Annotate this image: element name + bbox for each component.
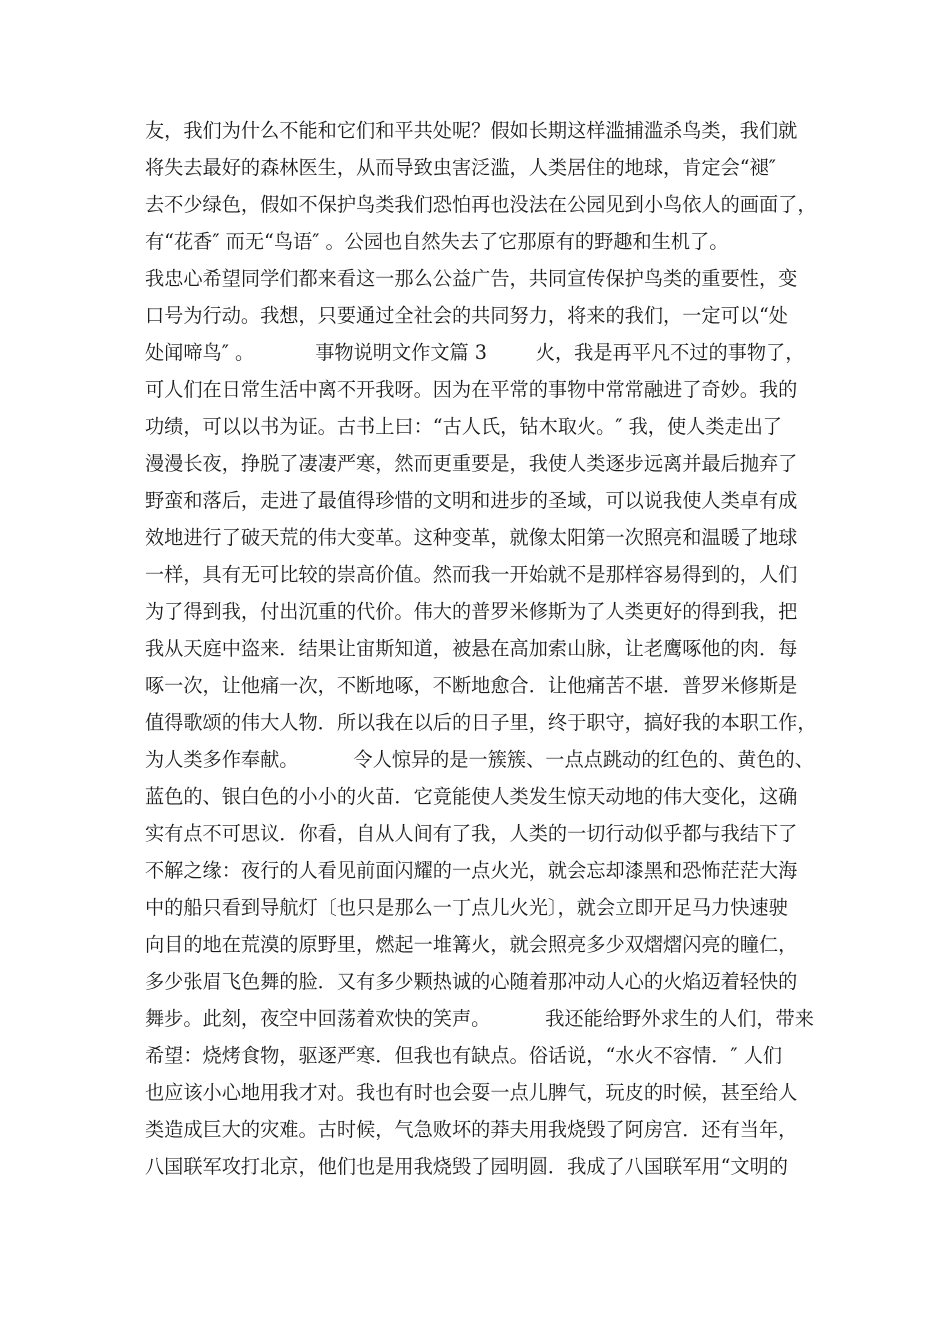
text-line: 八国联军攻打北京，他们也是用我烧毁了园明圆．我成了八国联军用“文明的 xyxy=(145,1155,788,1178)
text-line: 我从天庭中盗来．结果让宙斯知道，被悬在高加索山脉，让老鹰啄他的肉．每 xyxy=(145,637,798,660)
text-line: 值得歌颂的伟大人物．所以我在以后的日子里，终于职守，搞好我的本职工作， xyxy=(145,711,817,734)
text-line: 将失去最好的森林医生，从而导致虫害泛滥，人类居住的地球，肯定会“褪″ xyxy=(145,156,776,179)
text-line: 类造成巨大的灾难。古时候，气急败坏的莽夫用我烧毁了阿房宫．还有当年， xyxy=(145,1118,798,1141)
text-line: 口号为行动。我想，只要通过全社会的共同努力，将来的我们，一定可以“处 xyxy=(145,304,788,327)
text-line: 漫漫长夜，挣脱了凄凄严寒，然而更重要是，我使人类逐步远离并最后抛弃了 xyxy=(145,452,798,475)
text-line: 功绩，可以以书为证。古书上曰：“古人氏，钻木取火。″ 我，使人类走出了 xyxy=(145,415,783,438)
text-line: 舞步。此刻，夜空中回荡着欢快的笑声。 我还能给野外求生的人们，带来 xyxy=(145,1007,814,1030)
text-line: 中的船只看到导航灯〔也只是那么一丁点儿火光〕，就会立即开足马力快速驶 xyxy=(145,896,788,919)
text-line: 也应该小心地用我才对。我也有时也会耍一点儿脾气，玩皮的时候，甚至给人 xyxy=(145,1081,798,1104)
text-line: 效地进行了破天荒的伟大变革。这种变革，就像太阳第一次照亮和温暖了地球 xyxy=(145,526,798,549)
text-line: 希望：烧烤食物，驱逐严寒．但我也有缺点。俗话说，“水火不容情．″ 人们 xyxy=(145,1044,783,1067)
text-line: 向目的地在荒漠的原野里，燃起一堆篝火，就会照亮多少双熠熠闪亮的瞳仁， xyxy=(145,933,798,956)
text-line: 野蛮和落后，走进了最值得珍惜的文明和进步的圣域，可以说我使人类卓有成 xyxy=(145,489,798,512)
text-line: 可人们在日常生活中离不开我呀。因为在平常的事物中常常融进了奇妙。我的 xyxy=(145,378,798,401)
text-line: 处闻啼鸟″ 。 事物说明文作文篇 3 火，我是再平凡不过的事物了， xyxy=(145,341,805,364)
body-text xyxy=(145,112,825,1185)
text-line: 一样，具有无可比较的崇高价值。然而我一开始就不是那样容易得到的，人们 xyxy=(145,563,798,586)
text-line: 实有点不可思议．你看，自从人间有了我，人类的一切行动似乎都与我结下了 xyxy=(145,822,798,845)
text-line: 蓝色的、银白色的小小的火苗．它竟能使人类发生惊天动地的伟大变化，这确 xyxy=(145,785,798,808)
text-line: 有“花香″ 而无“鸟语″ 。公园也自然失去了它那原有的野趣和生机了。 xyxy=(145,230,729,253)
text-line: 我忠心希望同学们都来看这一那么公益广告，共同宣传保护鸟类的重要性，变 xyxy=(145,267,798,290)
text-line: 不解之缘：夜行的人看见前面闪耀的一点火光，就会忘却漆黑和恐怖茫茫大海 xyxy=(145,859,798,882)
text-line: 多少张眉飞色舞的脸．又有多少颗热诚的心随着那冲动人心的火焰迈着轻快的 xyxy=(145,970,798,993)
text-line: 友，我们为什么不能和它们和平共处呢？假如长期这样滥捕滥杀鸟类，我们就 xyxy=(145,119,798,142)
text-line: 为人类多作奉献。 令人惊异的是一簇簇、一点点跳动的红色的、黄色的、 xyxy=(145,748,814,771)
text-line: 为了得到我，付出沉重的代价。伟大的普罗米修斯为了人类更好的得到我，把 xyxy=(145,600,798,623)
text-line: 去不少绿色，假如不保护鸟类我们恐怕再也没法在公园见到小鸟依人的画面了， xyxy=(145,193,817,216)
text-line: 啄一次，让他痛一次，不断地啄，不断地愈合．让他痛苦不堪．普罗米修斯是 xyxy=(145,674,798,697)
